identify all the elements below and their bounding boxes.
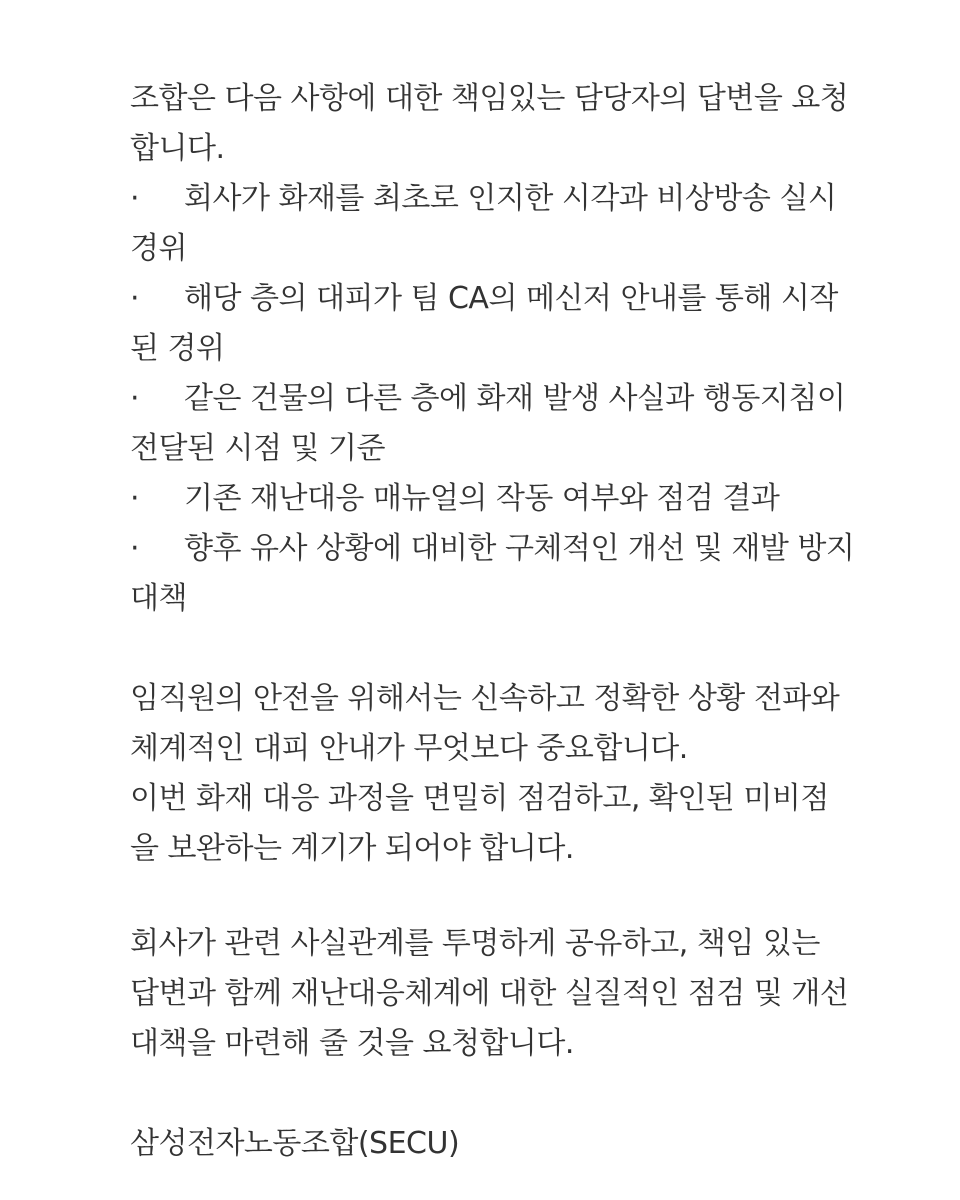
bullet-icon: · bbox=[130, 381, 140, 416]
bullet-icon: · bbox=[130, 181, 140, 216]
list-item-text: 해당 층의 대피가 팀 CA의 메신저 안내를 통해 시작 bbox=[184, 281, 838, 316]
paragraph-line: 회사가 관련 사실관계를 투명하게 공유하고, 책임 있는 bbox=[130, 926, 820, 961]
paragraph-spacer bbox=[130, 874, 840, 919]
intro-paragraph bbox=[130, 74, 849, 174]
list-item bbox=[130, 274, 840, 374]
bullet-icon: · bbox=[130, 281, 140, 316]
list-item bbox=[130, 174, 840, 274]
list-item-text: 된 경위 bbox=[130, 331, 225, 366]
list-item bbox=[130, 374, 846, 474]
bullet-icon: · bbox=[130, 481, 140, 516]
paragraph-spacer bbox=[130, 624, 840, 674]
safety-paragraph bbox=[130, 674, 840, 874]
list-item-text: 향후 유사 상황에 대비한 구체적인 개선 및 재발 방지 bbox=[184, 531, 855, 566]
paragraph-line: 을 보완하는 계기가 되어야 합니다. bbox=[130, 831, 574, 866]
paragraph-line: 이번 화재 대응 과정을 면밀히 점검하고, 확인된 미비점 bbox=[130, 781, 829, 816]
intro-line: 조합은 다음 사항에 대한 책임있는 담당자의 답변을 요청 bbox=[130, 81, 849, 116]
list-item-text: 전달된 시점 및 기준 bbox=[130, 431, 385, 466]
paragraph-line: 답변과 함께 재난대응체계에 대한 실질적인 점검 및 개선 bbox=[130, 976, 849, 1011]
list-item bbox=[130, 524, 855, 624]
request-paragraph bbox=[130, 919, 849, 1069]
request-list bbox=[130, 174, 855, 624]
list-item-text: 기존 재난대응 매뉴얼의 작동 여부와 점검 결과 bbox=[184, 481, 780, 516]
paragraph-line: 체계적인 대피 안내가 무엇보다 중요합니다. bbox=[130, 731, 688, 766]
paragraph-line: 대책을 마련해 줄 것을 요청합니다. bbox=[130, 1026, 574, 1061]
paragraph-line: 임직원의 안전을 위해서는 신속하고 정확한 상황 전파와 bbox=[130, 681, 840, 716]
list-item bbox=[130, 474, 840, 524]
list-item-text: 경위 bbox=[130, 231, 187, 266]
intro-line: 합니다. bbox=[130, 131, 225, 166]
list-item-text: 회사가 화재를 최초로 인지한 시각과 비상방송 실시 bbox=[184, 181, 837, 216]
list-item-text: 대책 bbox=[130, 581, 187, 616]
bullet-icon: · bbox=[130, 531, 140, 566]
paragraph-spacer bbox=[130, 1069, 840, 1119]
signature: 삼성전자노동조합(SECU) bbox=[130, 1126, 460, 1161]
list-item-text: 같은 건물의 다른 층에 화재 발생 사실과 행동지침이 bbox=[184, 381, 846, 416]
